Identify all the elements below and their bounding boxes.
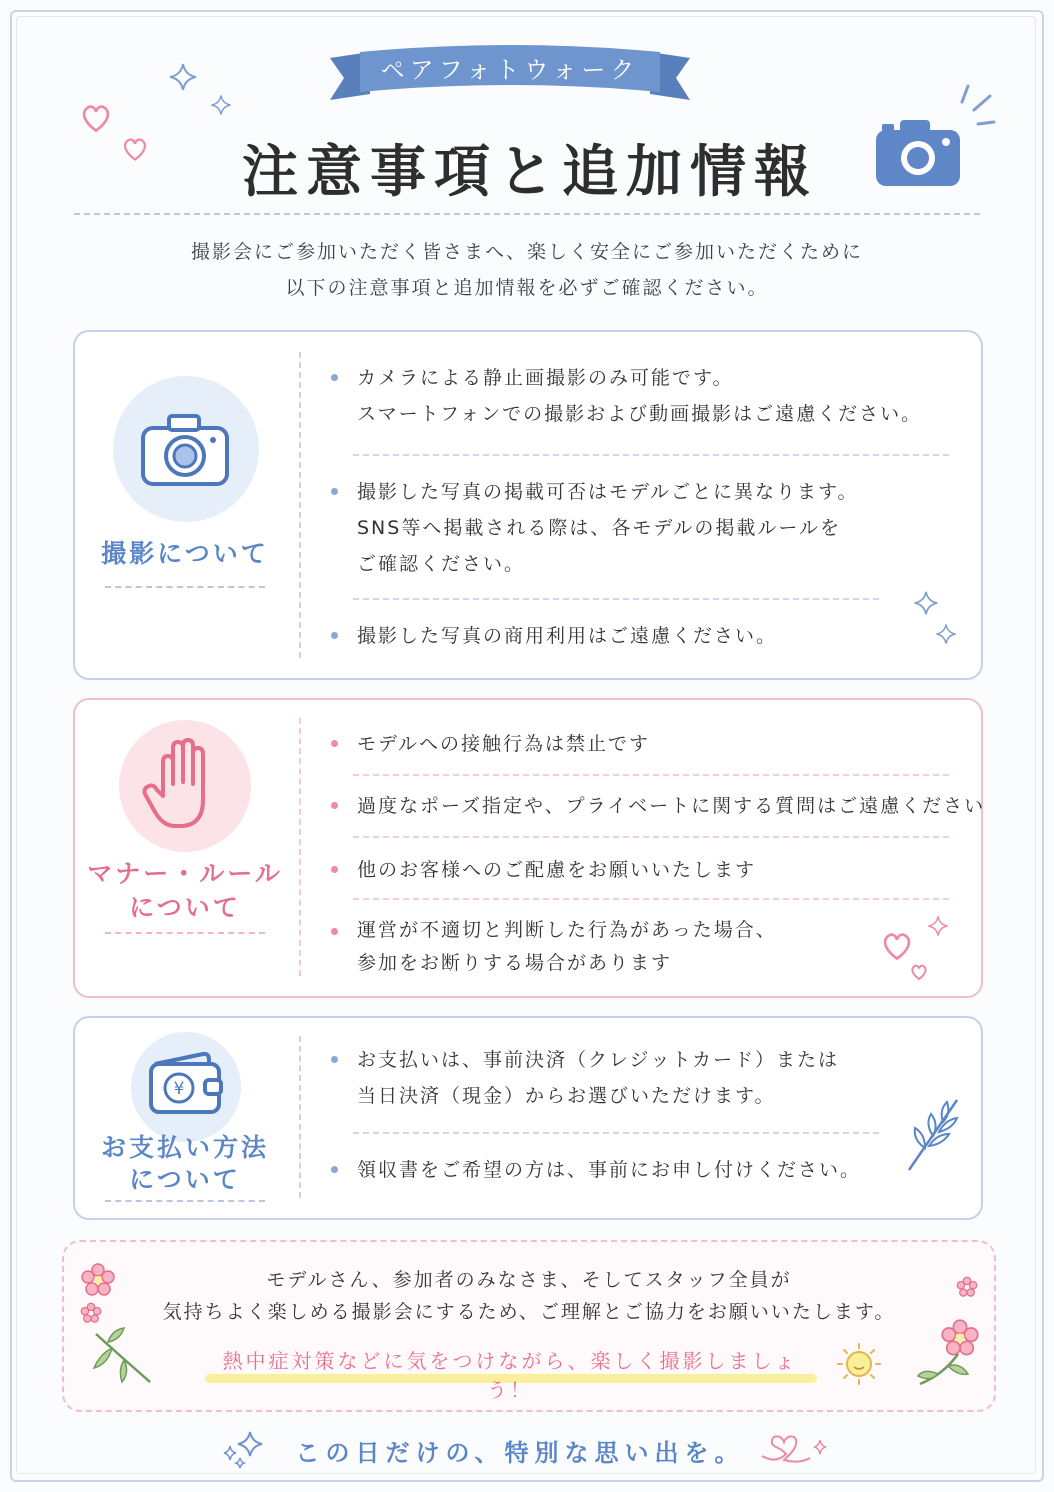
closing-highlight: 熱中症対策などに気をつけながら、楽しく撮影しましょう！ xyxy=(222,1349,798,1402)
bullet xyxy=(331,928,338,935)
footer-tagline: この日だけの、特別な思い出を。 xyxy=(295,1439,745,1467)
heart-icon xyxy=(760,1434,830,1468)
item-text: カメラによる静止画撮影のみ可能です。 xyxy=(357,367,734,389)
bullet xyxy=(331,1166,338,1173)
item-separator xyxy=(353,598,879,600)
page-title: 注意事項と追加情報 xyxy=(242,140,818,205)
hand-icon xyxy=(141,736,221,832)
closing-line: 気持ちよく楽しめる撮影会にするため、ご理解とご協力をお願いいたします。 xyxy=(162,1301,896,1323)
item-text: 撮影した写真の商用利用はご遠慮ください。 xyxy=(357,625,778,647)
section-payment xyxy=(73,1016,983,1220)
svg-text:¥: ¥ xyxy=(173,1079,185,1099)
list-item xyxy=(357,1042,839,1114)
label-underline xyxy=(105,932,265,934)
wallet-yen-icon xyxy=(147,1048,225,1118)
list-item xyxy=(357,788,985,824)
list-item xyxy=(357,726,650,762)
sun-icon xyxy=(832,1340,886,1388)
bullet xyxy=(331,488,338,495)
section-label-line: お支払い方法 xyxy=(100,1133,269,1162)
item-text: 参加をお断りする場合があります xyxy=(357,952,673,974)
divider xyxy=(74,213,980,215)
sparkle-icon xyxy=(913,588,939,618)
leaf-branch-icon xyxy=(903,1094,963,1174)
item-text: モデルへの接触行為は禁止です xyxy=(357,733,651,755)
sparkle-icon xyxy=(935,622,957,646)
item-text: ご確認ください。 xyxy=(357,553,526,575)
list-item xyxy=(357,360,922,432)
sparkle-icon xyxy=(168,62,198,92)
section-manners xyxy=(73,698,986,998)
item-text: 他のお客様へのご配慮をお願いいたします xyxy=(357,859,757,881)
item-text: スマートフォンでの撮影および動画撮影はご遠慮ください。 xyxy=(357,403,923,425)
closing-text xyxy=(64,1264,994,1328)
bullet xyxy=(331,374,338,381)
heart-icon xyxy=(879,928,915,964)
shine-lines-icon xyxy=(952,82,998,132)
item-separator xyxy=(353,1132,879,1134)
flower-icon xyxy=(80,1302,102,1324)
section-photo xyxy=(73,330,983,680)
divider xyxy=(299,352,301,658)
bullet xyxy=(331,802,338,809)
sparkle-icon xyxy=(927,914,949,938)
sparkle-icon xyxy=(220,1430,266,1468)
bullet xyxy=(331,1056,338,1063)
label-underline xyxy=(105,1200,265,1202)
closing-line: モデルさん、参加者のみなさま、そしてスタッフ全員が xyxy=(266,1269,792,1291)
item-text: 運営が不適切と判断した行為があった場合、 xyxy=(357,919,777,941)
item-separator xyxy=(353,774,949,776)
ribbon-text: ペアフォトウォーク xyxy=(380,56,640,84)
item-text: 過度なポーズ指定や、プライベートに関する質問はご遠慮ください xyxy=(357,795,986,817)
list-item xyxy=(357,852,756,888)
bullet xyxy=(331,740,338,747)
heart-icon xyxy=(120,134,150,164)
item-text: お支払いは、事前決済（クレジットカード）または xyxy=(357,1049,839,1071)
heart-icon xyxy=(78,100,114,136)
section-label-line: について xyxy=(129,1165,241,1194)
sparkle-icon xyxy=(210,94,232,116)
camera-icon xyxy=(872,110,964,190)
flower-icon xyxy=(80,1262,116,1298)
divider xyxy=(299,1036,301,1198)
section-label: 撮影について xyxy=(101,539,269,568)
intro-text xyxy=(100,234,954,306)
list-item xyxy=(357,1152,861,1188)
item-text: 当日決済（現金）からお選びいただけます。 xyxy=(357,1085,776,1107)
item-separator xyxy=(353,898,949,900)
intro-line: 撮影会にご参加いただく皆さまへ、楽しく安全にご参加いただくために xyxy=(190,241,863,263)
item-separator xyxy=(353,836,949,838)
bullet xyxy=(331,866,338,873)
item-text: 領収書をご希望の方は、事前にお申し付けください。 xyxy=(357,1159,862,1181)
intro-line: 以下の注意事項と追加情報を必ずご確認ください。 xyxy=(285,277,769,299)
leaf-branch-icon xyxy=(88,1324,154,1386)
section-label-line: について xyxy=(129,893,241,922)
list-item xyxy=(357,474,859,582)
item-text: 撮影した写真の掲載可否はモデルごとに異なります。 xyxy=(357,481,859,503)
label-underline xyxy=(105,586,265,588)
list-item xyxy=(357,914,777,980)
camera-icon xyxy=(139,412,231,488)
list-item xyxy=(357,618,777,654)
bullet xyxy=(331,632,338,639)
leaf-branch-icon xyxy=(914,1350,970,1390)
section-label-line: マナー・ルール xyxy=(87,859,283,888)
flower-icon xyxy=(956,1276,978,1298)
item-separator xyxy=(353,454,949,456)
heart-icon xyxy=(909,962,929,982)
divider xyxy=(299,718,301,976)
item-text: SNS等へ掲載される際は、各モデルの掲載ルールを xyxy=(357,517,842,539)
